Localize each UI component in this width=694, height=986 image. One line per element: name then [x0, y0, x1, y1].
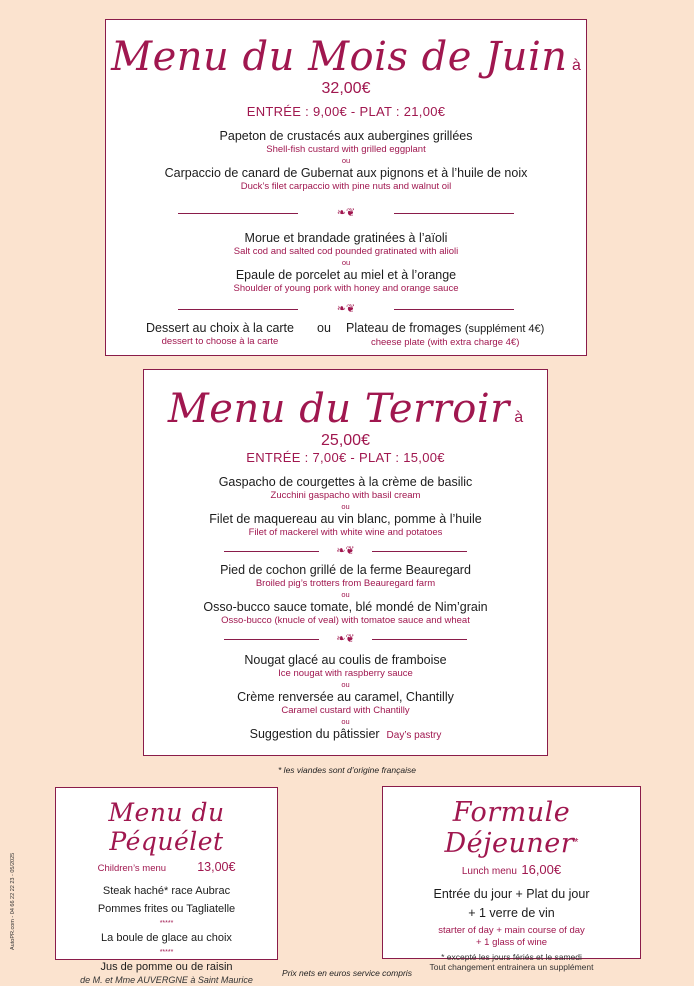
menu-juin-categories: ENTRÉE : 9,00€ - PLAT : 21,00€: [246, 104, 446, 119]
terroir-pastry-en: Day’s pastry: [386, 730, 442, 741]
terroir-starter-1-en: Zucchini gaspacho with basil cream: [270, 490, 421, 501]
meat-origin-note: * les viandes sont d’origine française: [278, 765, 416, 775]
flourish-icon: ❧❦: [336, 303, 356, 315]
pequelet-subtitle: Children’s menu: [97, 863, 167, 874]
pequelet-price: 13,00€: [197, 860, 236, 874]
juin-or-dessert: ou: [317, 321, 331, 335]
formule-title: Formule Déjeuner: [444, 797, 575, 859]
pequelet-line-3: La boule de glace au choix: [101, 932, 232, 944]
terroir-main-1-fr: Pied de cochon grillé de la ferme Beauregard: [220, 563, 471, 577]
juin-cheese-fr: Plateau de fromages: [346, 321, 462, 335]
formule-price: 16,00€: [521, 862, 562, 877]
formule-subtitle: Lunch menu: [461, 866, 517, 877]
menu-juin-panel: [105, 19, 587, 356]
juin-main-2-en: Shoulder of young pork with honey and orange sauce: [233, 283, 459, 294]
or-separator: ou: [341, 680, 350, 689]
terroir-dessert-1-fr: Nougat glacé au coulis de framboise: [244, 653, 447, 667]
pequelet-line-5: de M. et Mme AUVERGNE à Saint Maurice: [80, 975, 253, 985]
juin-starter-1-fr: Papeton de crustacés aux aubergines grillées: [219, 129, 473, 143]
ornament-divider: [106, 205, 586, 221]
formule-dejeuner-panel: [382, 786, 641, 972]
juin-starter-1-en: Shell-fish custard with grilled eggplant: [266, 144, 426, 155]
formule-en-2: + 1 glass of wine: [475, 937, 548, 948]
terroir-main-2-en: Osso-bucco (knucle of veal) with tomatoe sauce and wheat: [221, 615, 470, 626]
pequelet-dashes: *****: [159, 920, 174, 927]
terroir-main-2-fr: Osso-bucco sauce tomate, blé mondé de Nim’grain: [203, 600, 488, 614]
formule-en-1: starter of day + main course of day: [438, 925, 585, 936]
menu-pequelet-panel: [55, 787, 278, 985]
juin-main-1-en: Salt cod and salted cod pounded gratinated with alioli: [233, 246, 459, 257]
formule-note-2: Tout changement entrainera un supplément: [429, 962, 594, 972]
or-separator: ou: [341, 156, 351, 165]
terroir-main-1-en: Broiled pig’s trotters from Beauregard farm: [255, 578, 436, 589]
juin-cheese-supp: (supplément 4€): [464, 323, 545, 335]
juin-dessert-en: dessert to choose à la carte: [161, 336, 279, 347]
menu-terroir-categories: ENTRÉE : 7,00€ - PLAT : 15,00€: [246, 450, 445, 465]
juin-main-1-fr: Morue et brandade gratinées à l’aïoli: [244, 231, 448, 245]
or-separator: ou: [341, 502, 350, 511]
terroir-starter-2-fr: Filet de maquereau au vin blanc, pomme à l’huile: [209, 512, 482, 526]
menu-juin-price: à 32,00€: [321, 57, 581, 97]
pequelet-line-4: Jus de pomme ou de raisin: [100, 961, 233, 973]
juin-starter-2-en: Duck’s filet carpaccio with pine nuts and walnut oil: [240, 181, 452, 192]
pequelet-line-1: Steak haché* race Aubrac: [102, 885, 231, 897]
flourish-icon: ❧❦: [336, 633, 355, 645]
terroir-pastry-fr: Suggestion du pâtissier: [249, 727, 380, 741]
formule-line-2: + 1 verre de vin: [468, 906, 555, 920]
menu-terroir-title: Menu du Terroir: [167, 386, 510, 432]
menu-terroir-price: à 25,00€: [321, 409, 524, 449]
flourish-icon: ❧❦: [336, 207, 356, 219]
menu-terroir-panel: [143, 369, 548, 756]
juin-dessert-fr: Dessert au choix à la carte: [146, 321, 294, 335]
terroir-dessert-1-en: Ice nougat with raspberry sauce: [278, 668, 413, 679]
formule-star: *: [574, 836, 579, 849]
terroir-starter-2-en: Filet of mackerel with white wine and potatoes: [248, 527, 443, 538]
or-separator: ou: [341, 590, 350, 599]
pequelet-line-2: Pommes frites ou Tagliatelle: [97, 903, 236, 915]
formule-note-1: * excepté les jours fériés et le samedi: [441, 952, 582, 962]
juin-starter-2-fr: Carpaccio de canard de Gubernat aux pignons et à l’huile de noix: [164, 166, 528, 180]
terroir-dessert-2-fr: Crème renversée au caramel, Chantilly: [237, 690, 454, 704]
juin-cheese-en: cheese plate (with extra charge 4€): [370, 337, 520, 348]
printer-credit: AutoPR.com - 04 66 22 22 23 - 05/2025: [10, 852, 16, 950]
formule-line-1: Entrée du jour + Plat du jour: [433, 887, 590, 901]
flourish-icon: ❧❦: [336, 545, 355, 557]
or-separator: ou: [341, 258, 351, 267]
terroir-starter-1-fr: Gaspacho de courgettes à la crème de basilic: [218, 475, 473, 489]
pequelet-dashes: *****: [159, 949, 174, 956]
or-separator: ou: [341, 717, 350, 726]
menu-juin-title: Menu du Mois de Juin: [111, 34, 568, 80]
pequelet-title: Menu du Péquélet: [108, 798, 225, 856]
price-footer: Prix nets en euros service compris: [282, 968, 412, 978]
juin-main-2-fr: Epaule de porcelet au miel et à l’orange: [235, 268, 457, 282]
terroir-dessert-2-en: Caramel custard with Chantilly: [281, 705, 410, 716]
ornament-divider: [144, 631, 547, 647]
ornament-divider: [144, 543, 547, 559]
ornament-divider: [106, 301, 586, 317]
